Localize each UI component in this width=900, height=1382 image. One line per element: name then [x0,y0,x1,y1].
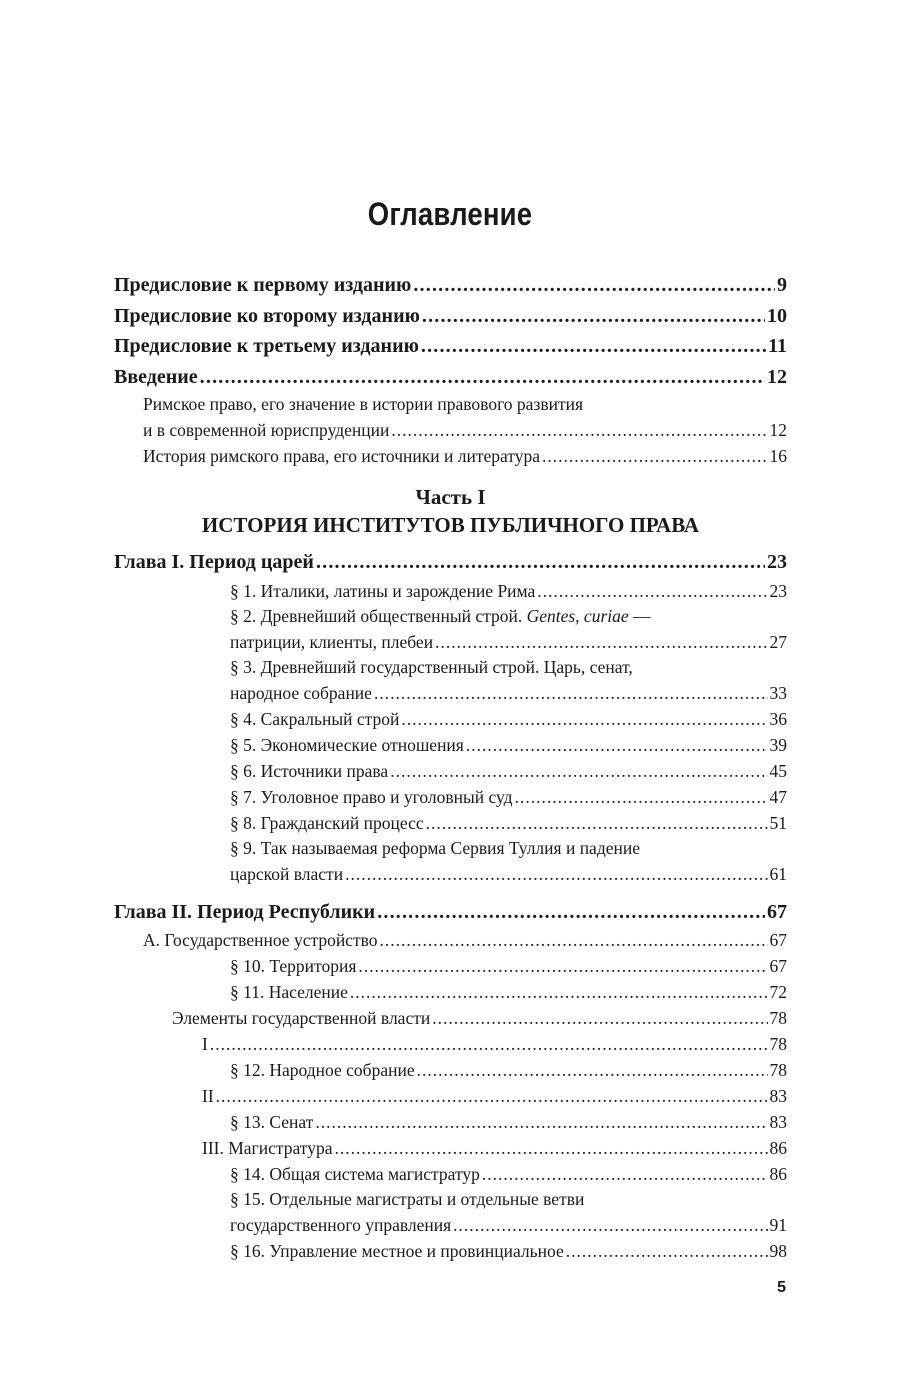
toc-entry-text: § 5. Экономические отношения [230,734,464,755]
toc-entry-text: народное собрание [230,682,372,703]
toc-entry-text: § 10. Территория [230,956,357,976]
latin-term: Gentes, curiae [526,605,629,626]
toc-entry-section-2-line1: § 2. Древнейший общественный строй. Gentes, curiae — [230,605,651,626]
toc-page-number: 67 [769,930,787,950]
toc-entry-text: Предисловие к первому изданию [114,274,412,296]
toc-entry-section-1[interactable] [114,578,787,604]
toc-entry-text: Глава I. Период царей [114,551,314,573]
page-title: Оглавление [367,196,533,232]
page-number: 5 [777,1279,786,1296]
toc-page-number: 16 [769,446,787,466]
toc-page-number: 33 [769,682,787,703]
toc-entry-text: § 11. Население [230,982,348,1002]
toc-entry-text: § 6. Источники права [230,760,389,781]
toc-entry-section-14[interactable] [114,1161,787,1187]
toc-entry-preface-1[interactable] [114,270,787,301]
toc-entry-text: Предисловие ко второму изданию [114,304,420,327]
toc-entry-text: Элементы государственной власти [172,1008,431,1028]
toc-entry-section-10[interactable] [114,953,787,979]
toc-page-number: 12 [767,365,787,388]
toc-entry-text: § 8. Гражданский процесс [230,812,424,833]
toc-entry-preface-3[interactable] [114,331,787,362]
toc-page-number: 83 [769,1086,787,1106]
toc-page-number: 45 [769,760,787,781]
toc-page-number: 12 [769,420,787,440]
toc-page-number: 98 [769,1241,787,1261]
table-of-contents [114,270,787,1264]
toc-entry-text: I [202,1034,208,1054]
toc-entry-section-15[interactable] [114,1212,787,1238]
toc-entry-text: II [202,1086,214,1106]
toc-entry-section-5[interactable] [114,732,787,758]
toc-page-number: 78 [769,1060,787,1080]
toc-entry-section-6[interactable] [114,758,787,784]
part-heading: Часть I [415,485,486,509]
toc-entry-section-9-line1: § 9. Так называемая реформа Сервия Туллия и падение [230,837,640,858]
toc-entry-chapter-1[interactable] [114,547,787,578]
toc-entry-section-13[interactable] [114,1109,787,1135]
toc-page-number: 11 [768,335,787,357]
toc-entry-text: Введение [114,365,198,388]
part-subtitle: ИСТОРИЯ ИНСТИТУТОВ ПУБЛИЧНОГО ПРАВА [201,513,700,537]
toc-page-number: 23 [767,551,787,573]
toc-page-number: 67 [767,900,787,923]
toc-entry-chapter-2[interactable] [114,897,787,928]
toc-entry-text: § 14. Общая система магистратур [230,1164,480,1184]
toc-page-number: 91 [769,1215,787,1235]
toc-entry-section-2[interactable] [114,629,787,655]
toc-page-number: 9 [777,274,787,296]
toc-page-number: 10 [767,304,787,327]
toc-entry-text: § 16. Управление местное и провинциальное [230,1241,564,1261]
toc-entry-roman-law-line1: Римское право, его значение в истории правового развития [143,394,584,414]
toc-entry-section-9[interactable] [114,861,787,887]
toc-page-number: 86 [769,1164,787,1184]
toc-entry-section-3-line1: § 3. Древнейший государственный строй. Царь, сенат, [230,656,633,677]
toc-page-number: 86 [769,1138,787,1158]
toc-page-number: 67 [769,956,787,976]
toc-entry-text: § 1. Италики, латины и зарождение Рима [230,580,536,601]
toc-entry-roman-law-history[interactable] [114,443,787,469]
toc-entry-text: § 13. Сенат [230,1112,314,1132]
toc-entry-roman-1[interactable] [114,1031,787,1057]
toc-entry-text: Предисловие к третьему изданию [114,335,419,357]
toc-entry-roman-3[interactable] [114,1135,787,1161]
toc-entry-state-structure[interactable] [114,927,787,953]
toc-page-number: 72 [769,982,787,1002]
toc-entry-section-12[interactable] [114,1057,787,1083]
toc-entry-section-4[interactable] [114,706,787,732]
toc-entry-preface-2[interactable] [114,301,787,332]
toc-entry-section-7[interactable] [114,784,787,810]
toc-page-number: 78 [769,1008,787,1028]
toc-entry-section-15-line1: § 15. Отдельные магистраты и отдельные ветви [230,1189,585,1209]
toc-entry-section-11[interactable] [114,979,787,1005]
toc-page-number: 47 [769,786,787,807]
toc-entry-state-power-elements[interactable] [114,1005,787,1031]
toc-page-number: 23 [769,580,787,601]
toc-entry-text: § 12. Народное собрание [230,1060,415,1080]
toc-entry-introduction[interactable] [114,362,787,393]
toc-page-number: 61 [769,863,787,884]
toc-page-number: 39 [769,734,787,755]
toc-page-number: 36 [769,708,787,729]
toc-entry-text: царской власти [230,863,344,884]
toc-entry-text: государственного управления [230,1215,452,1235]
toc-entry-text: III. Магистратура [202,1138,333,1158]
toc-page-number: 27 [769,631,787,652]
toc-entry-section-16[interactable] [114,1238,787,1264]
toc-entry-text: § 4. Сакральный строй [230,708,400,729]
toc-entry-text: и в современной юриспруденции [143,420,390,440]
toc-entry-text: патриции, клиенты, плебеи [230,631,434,652]
toc-page-number: 83 [769,1112,787,1132]
toc-page-number: 51 [769,812,787,833]
toc-entry-text: А. Государственное устройство [143,930,378,950]
toc-entry-section-8[interactable] [114,810,787,836]
toc-entry-roman-law[interactable] [114,417,787,443]
toc-entry-section-3[interactable] [114,680,787,706]
toc-entry-text: История римского права, его источники и литература [143,446,540,466]
toc-page-number: 78 [769,1034,787,1054]
toc-entry-roman-2[interactable] [114,1083,787,1109]
toc-entry-text: Глава II. Период Республики [114,900,376,923]
toc-entry-text: § 7. Уголовное право и уголовный суд [230,786,513,807]
